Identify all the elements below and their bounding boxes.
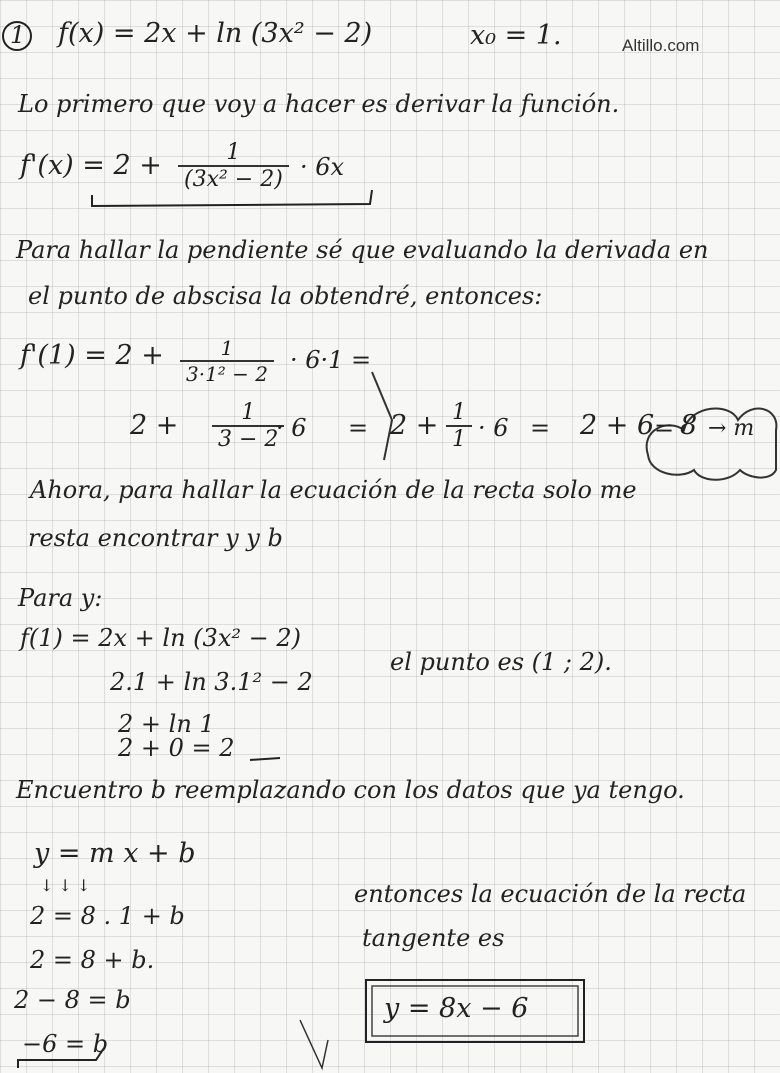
derivative-tail: · 6x [300,153,345,181]
equation-step-5: −6 = b [22,1030,109,1058]
slope-value: 8 [680,410,698,441]
row-frac2-den: 1 [452,427,466,452]
step3-note-line1: Ahora, para hallar la ecuación de la recta solo me [30,476,637,504]
tangent-line-result: y = 8x − 6 [384,993,529,1024]
row-frac1-den: 3 − 2 [218,427,279,452]
eval-frac-num: 1 [180,336,274,362]
derivative-fraction [178,140,289,192]
f1-line3: 2 + ln 1 [118,710,215,738]
row-fraction-1 [212,400,284,452]
eval-lhs: f'(1) = 2 + [20,340,164,371]
step3-note-line2: resta encontrar y y b [28,524,283,552]
check-mark [372,372,392,460]
equation-y-mx-b: y = m x + b [34,838,196,869]
row-sum: 2 + 6 [580,410,655,441]
equation-step-3: 2 = 8 + b. [30,946,155,974]
step2-note-line1: Para hallar la pendiente sé que evaluando la derivada en [16,236,709,264]
row-start: 2 + [130,410,179,441]
function-definition: f(x) = 2x + ln (3x² − 2) [58,18,373,49]
step2-note-line2: el punto de abscisa la obtendré, entonces: [28,282,543,310]
row-eq-1: = [348,414,369,442]
eval-frac-den: 3·1² − 2 [186,362,269,386]
point-note: el punto es (1 ; 2). [390,648,612,676]
derivative-bracket [92,190,372,206]
step1-note: Lo primero que voy a hacer es derivar la función. [18,90,620,118]
exercise-number: 1 [10,21,26,49]
eval-fraction [180,336,274,386]
equation-step-2: 2 = 8 . 1 + b [30,902,185,930]
equation-step-4: 2 − 8 = b [14,986,131,1014]
underline-2 [250,758,280,760]
row-part-2: 2 + [390,410,439,441]
derivative-frac-den: (3x² − 2) [184,167,283,192]
conclusion-line1: entonces la ecuación de la recta [354,880,747,908]
conclusion-line2: tangente es [362,924,505,952]
para-y-label: Para y: [18,584,103,612]
evaluation-point: x₀ = 1. [470,20,562,51]
step4-note: Encuentro b reemplazando con los datos que ya tengo. [16,776,685,804]
row-mid-2: · 6 [478,414,509,442]
row-frac2-num: 1 [446,400,472,427]
derivative-lhs: f'(x) = 2 + [20,150,162,181]
watermark: Altillo.com [622,36,700,55]
eval-tail: · 6·1 = [290,346,372,374]
f1-line4: 2 + 0 = 2 [118,734,235,762]
f1-line1: f(1) = 2x + ln (3x² − 2) [20,624,301,652]
f1-line2: 2.1 + ln 3.1² − 2 [110,668,313,696]
row-eq-2: = [530,414,551,442]
row-fraction-2 [446,400,472,452]
stray-stroke [300,1020,328,1068]
row-eq-3: = [654,414,675,442]
substitution-arrows: ↓ ↓ ↓ [40,876,91,895]
slope-arrow: → m [708,416,755,441]
row-mid-1: · 6 [276,414,307,442]
derivative-frac-num: 1 [178,140,289,167]
row-frac1-num: 1 [212,400,284,427]
